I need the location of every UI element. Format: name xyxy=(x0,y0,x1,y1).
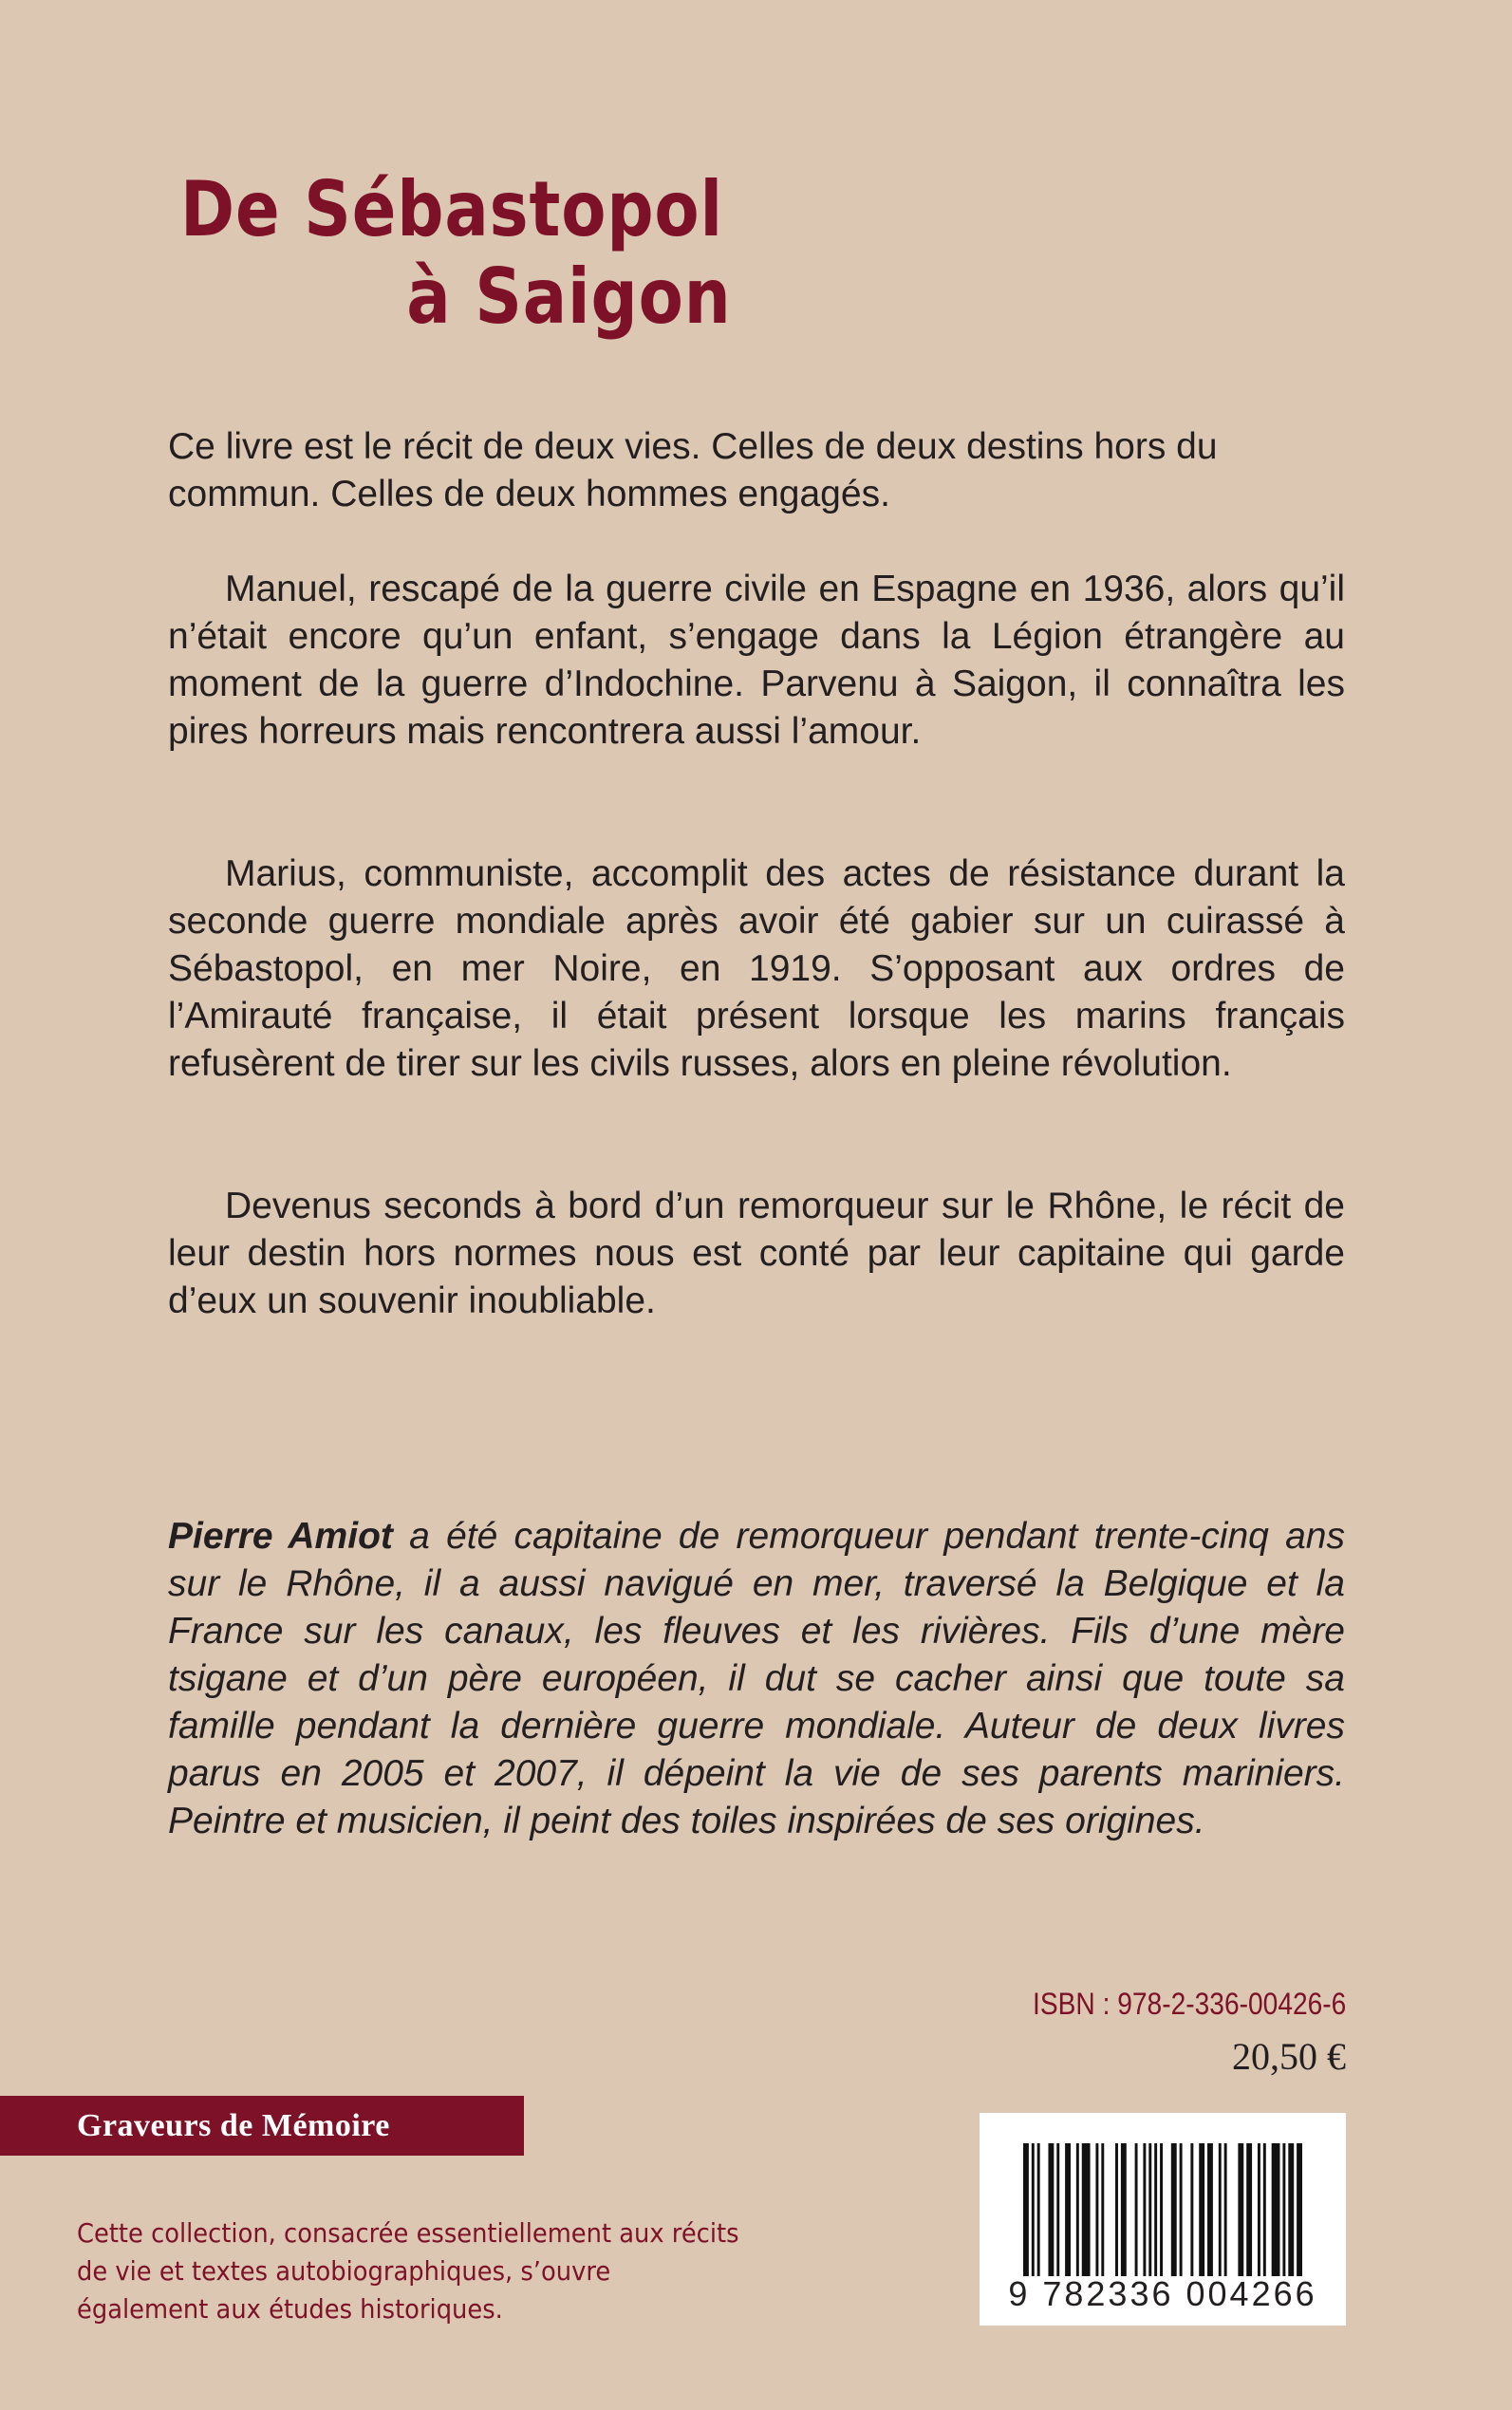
barcode-bar xyxy=(1037,2143,1040,2276)
barcode-bar xyxy=(1082,2143,1091,2276)
barcode-bar xyxy=(1160,2143,1163,2276)
barcode-bar xyxy=(1190,2143,1193,2276)
barcode xyxy=(980,2113,1346,2326)
summary-text-2: Manuel, rescapé de la guerre civile en Espagne en 1936, alors qu’il n’était encore qu’un enfant, s’engage dans la Légion étrangère au moment de la guerre d’Indochine. Parvenu à Saigon, il connaîtra les pires horreurs mais rencontrera aussi l’amour. xyxy=(168,569,1345,752)
price: 20,50 € xyxy=(1232,2035,1346,2078)
summary-paragraph-1 xyxy=(168,423,1345,518)
barcode-bar xyxy=(1121,2143,1127,2276)
summary-paragraph-2 xyxy=(168,566,1345,756)
barcode-bar xyxy=(1288,2143,1294,2276)
barcode-bar xyxy=(1219,2143,1222,2276)
title-line-2: à Saigon xyxy=(406,252,732,341)
summary-text-3: Marius, communiste, accomplit des actes de résistance durant la seconde guerre mondiale après avoir été gabier sur un cuirassé à Sébastopol, en mer Noire, en 1919. S’opposant aux ordres de l’Amirauté française, il était présent lorsque les marins français refusèrent de tirer sur les civils russes, alors en pleine révolution. xyxy=(168,853,1345,1084)
barcode-bar xyxy=(1154,2143,1157,2276)
barcode-bar xyxy=(1148,2143,1151,2276)
book-title xyxy=(180,166,732,341)
summary-text-4: Devenus seconds à bord d’un remorqueur sur le Rhône, le récit de leur destin hors normes nous est conté par leur capitaine qui garde d’eux un souvenir inoubliable. xyxy=(168,1186,1345,1321)
barcode-bar xyxy=(1135,2143,1138,2276)
barcode-bar xyxy=(1171,2143,1177,2276)
barcode-bar xyxy=(1076,2143,1079,2276)
barcode-bar xyxy=(1065,2143,1071,2276)
barcode-bar xyxy=(1207,2143,1213,2276)
author-name: Pierre Amiot xyxy=(168,1516,393,1557)
barcode-bar xyxy=(1115,2143,1118,2276)
summary-paragraph-3 xyxy=(168,850,1345,1088)
barcode-bar xyxy=(1258,2143,1260,2276)
barcode-bar xyxy=(1246,2143,1252,2276)
collection-name-banner: Graveurs de Mémoire xyxy=(0,2096,524,2156)
barcode-bar xyxy=(1095,2143,1098,2276)
barcode-bar xyxy=(1272,2143,1280,2276)
barcode-bar xyxy=(1224,2143,1227,2276)
barcode-bar xyxy=(1238,2143,1243,2276)
isbn: ISBN : 978-2-336-00426-6 xyxy=(1032,1987,1346,2021)
barcode-bar xyxy=(1101,2143,1104,2276)
barcode-bar xyxy=(1199,2143,1204,2276)
summary-text-1: Ce livre est le récit de deux vies. Celles de deux destins hors du commun. Celles de deux hommes engagés. xyxy=(168,426,1218,514)
barcode-bar xyxy=(1048,2143,1054,2276)
barcode-digits: 9 782336 004266 xyxy=(1008,2274,1317,2313)
collection-description: Cette collection, consacrée essentiellement aux récits de vie et textes autobiographiques, s’ouvre également aux études historiques. xyxy=(77,2217,739,2325)
author-bio-text: a été capitaine de remorqueur pendant trente-cinq ans sur le Rhône, il a aussi navigué en mer, traversé la Belgique et la France sur les canaux, les fleuves et les rivières. Fils d’une mère tsigane et d’un père européen, il dut se cacher ainsi que toute sa famille pendant la dernière guerre mondiale. Auteur de deux livres parus en 2005 et 2007, il dépeint la vie de ses parents mariniers. Peintre et musicien, il peint des toiles inspirées de ses origines. xyxy=(168,1516,1345,1841)
barcode-bar xyxy=(1297,2143,1302,2276)
summary-paragraph-4 xyxy=(168,1183,1345,1325)
barcode-icon xyxy=(1023,2143,1302,2276)
barcode-bar xyxy=(1263,2143,1266,2276)
barcode-bar xyxy=(1023,2143,1029,2276)
barcode-bar xyxy=(1032,2143,1035,2276)
barcode-bar xyxy=(1282,2143,1285,2276)
author-bio xyxy=(168,1513,1345,1845)
barcode-bar xyxy=(1056,2143,1059,2276)
title-line-1: De Sébastopol xyxy=(180,165,723,253)
barcode-bar xyxy=(1143,2143,1146,2276)
barcode-bar xyxy=(1180,2143,1183,2276)
